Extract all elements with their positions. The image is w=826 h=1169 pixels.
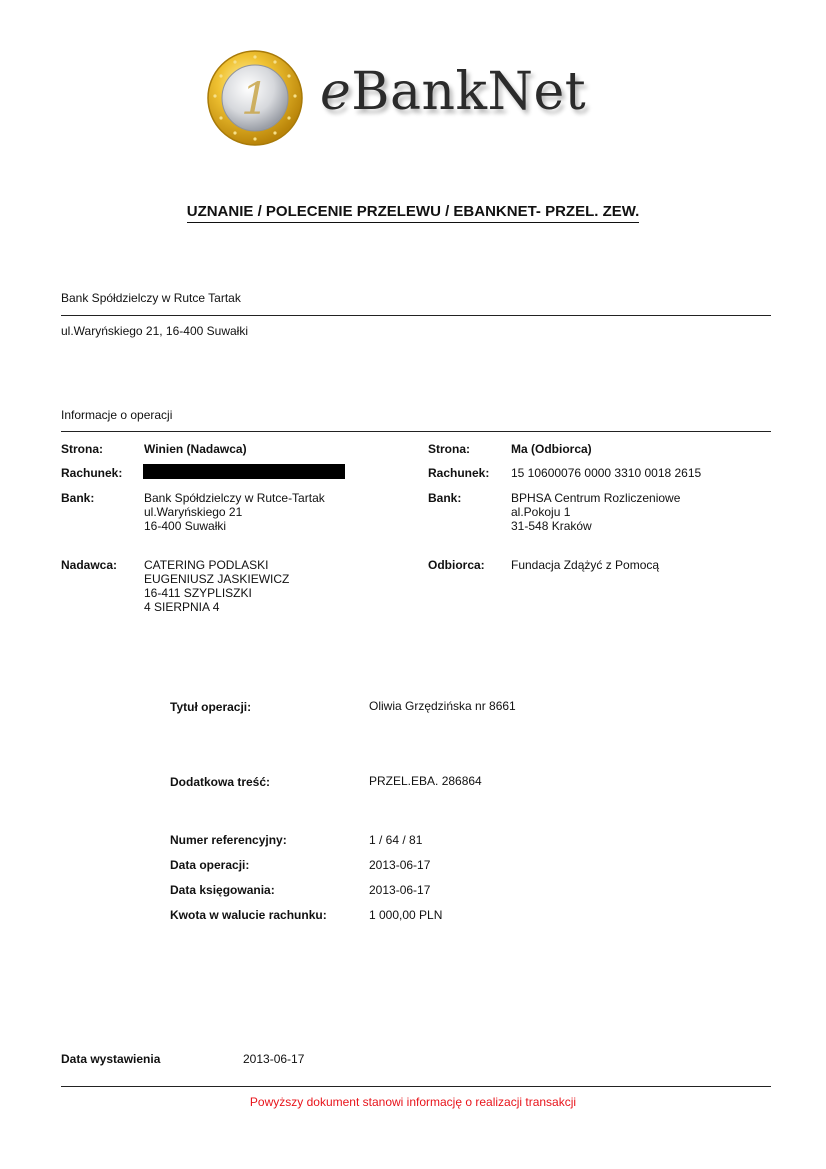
svg-text:1: 1 <box>241 74 269 125</box>
redacted-account <box>143 464 345 479</box>
document-title: UZNANIE / POLECENIE PRZELEWU / EBANKNET- PRZEL. ZEW. <box>0 203 826 220</box>
value-numer: 1 / 64 / 81 <box>369 833 423 847</box>
sender-bank-line: ul.Waryńskiego 21 <box>144 505 243 519</box>
label-numer: Numer referencyjny: <box>170 833 287 847</box>
sender-strona: Winien (Nadawca) <box>144 442 247 456</box>
receiver-name: Fundacja Zdążyć z Pomocą <box>511 558 660 572</box>
receiver-bank-line: 31-548 Kraków <box>511 519 592 533</box>
label-bank: Bank: <box>61 491 95 505</box>
receiver-strona: Ma (Odbiorca) <box>511 442 592 456</box>
label-tytul: Tytuł operacji: <box>170 700 252 714</box>
bank-name: Bank Spółdzielczy w Rutce Tartak <box>61 291 241 305</box>
value-data-operacji: 2013-06-17 <box>369 858 431 872</box>
label-strona: Strona: <box>61 442 103 456</box>
value-kwota: 1 000,00 PLN <box>369 908 443 922</box>
label-odbiorca: Odbiorca: <box>428 558 485 572</box>
euro-coin-icon <box>205 48 305 148</box>
sender-name-line: EUGENIUSZ JASKIEWICZ <box>144 572 290 586</box>
label-data-wystawienia: Data wystawienia <box>61 1052 161 1066</box>
sender-bank-line: 16-400 Suwałki <box>144 519 227 533</box>
divider <box>61 1086 771 1087</box>
label-kwota: Kwota w walucie rachunku: <box>170 908 327 922</box>
sender-bank <box>144 491 325 533</box>
receiver-bank-line: al.Pokoju 1 <box>511 505 571 519</box>
label-dodatkowa: Dodatkowa treść: <box>170 775 271 789</box>
label-data-ksiegowania: Data księgowania: <box>170 883 275 897</box>
sender-name-line: 4 SIERPNIA 4 <box>144 600 220 614</box>
sender-bank-line: Bank Spółdzielczy w Rutce-Tartak <box>144 491 325 505</box>
value-data-wystawienia: 2013-06-17 <box>243 1052 305 1066</box>
sender-name-line: CATERING PODLASKI <box>144 558 269 572</box>
sender-name <box>144 558 289 614</box>
divider <box>61 315 771 316</box>
label-data-operacji: Data operacji: <box>170 858 250 872</box>
value-data-ksiegowania: 2013-06-17 <box>369 883 431 897</box>
receiver-bank <box>511 491 680 533</box>
sender-name-line: 16-411 SZYPLISZKI <box>144 586 252 600</box>
label-strona: Strona: <box>428 442 470 456</box>
divider <box>61 431 771 432</box>
receiver-account: 15 10600076 0000 3310 0018 2615 <box>511 466 702 480</box>
label-rachunek: Rachunek: <box>428 466 490 480</box>
label-rachunek: Rachunek: <box>61 466 123 480</box>
value-dodatkowa: PRZEL.EBA. 286864 <box>369 774 482 788</box>
label-bank: Bank: <box>428 491 462 505</box>
footer-note: Powyższy dokument stanowi informację o realizacji transakcji <box>249 1095 577 1109</box>
logo-wordmark: eBankNet <box>320 62 587 122</box>
section-title: Informacje o operacji <box>61 408 173 422</box>
receiver-bank-line: BPHSA Centrum Rozliczeniowe <box>511 491 681 505</box>
bank-address: ul.Waryńskiego 21, 16-400 Suwałki <box>61 324 248 338</box>
label-nadawca: Nadawca: <box>61 558 118 572</box>
value-tytul: Oliwia Grzędzińska nr 8661 <box>369 699 516 713</box>
